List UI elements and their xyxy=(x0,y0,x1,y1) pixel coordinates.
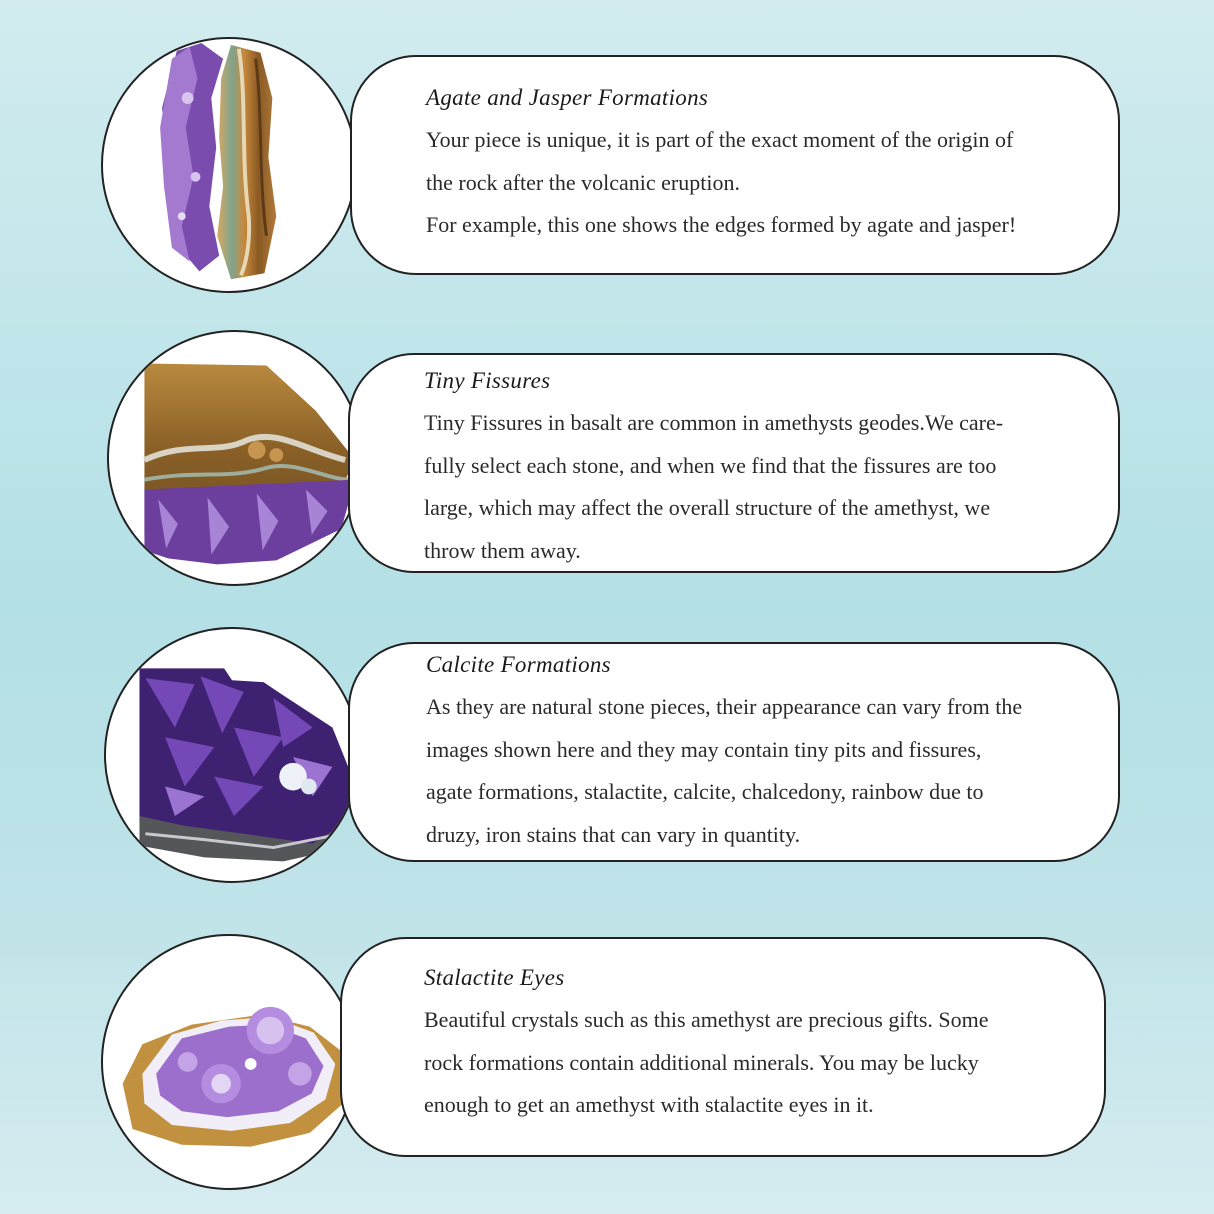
section-1-line-1: Your piece is unique, it is part of the exact moment of the origin of xyxy=(426,127,1014,152)
section-4-description xyxy=(424,999,989,1127)
section-2-title: Tiny Fissures xyxy=(424,368,551,393)
section-1-line-3: For example, this one shows the edges formed by agate and jasper! xyxy=(426,212,1017,237)
section-2-line-4: throw them away. xyxy=(424,537,581,563)
section-1-card xyxy=(350,55,1120,275)
section-4-line-1: Beautiful crystals such as this amethyst are precious gifts. Some xyxy=(424,1007,989,1032)
section-3-title: Calcite Formations xyxy=(426,652,611,677)
section-2-description xyxy=(424,402,1003,572)
section-4-card xyxy=(340,937,1106,1157)
agate-jasper-amethyst-image xyxy=(103,39,355,291)
section-3-line-2: images shown here and they may contain tiny pits and fissures, xyxy=(426,736,982,762)
stalactite-eye-amethyst-image xyxy=(103,936,355,1188)
section-4-line-3: enough to get an amethyst with stalactite eyes in it. xyxy=(424,1092,874,1117)
basalt-fissure-amethyst-image xyxy=(109,332,361,584)
section-2-line-2: fully select each stone, and when we find that the fissures are too xyxy=(424,452,997,478)
section-3-card xyxy=(348,642,1120,862)
section-2-card xyxy=(348,353,1120,573)
section-2-image-circle xyxy=(107,330,363,586)
section-1-title: Agate and Jasper Formations xyxy=(426,85,709,110)
section-3-image-circle xyxy=(104,627,360,883)
section-4-title: Stalactite Eyes xyxy=(424,965,565,990)
section-4-line-2: rock formations contain additional minerals. You may be lucky xyxy=(424,1049,979,1075)
section-2-line-1: Tiny Fissures in basalt are common in amethysts geodes.We care- xyxy=(424,410,1004,435)
section-1-line-2: the rock after the volcanic eruption. xyxy=(426,169,740,195)
section-3-description xyxy=(426,686,1022,856)
section-4-image-circle xyxy=(101,934,357,1190)
section-1-description xyxy=(426,119,1016,247)
section-2-line-3: large, which may affect the overall structure of the amethyst, we xyxy=(424,495,991,520)
section-3-line-1: As they are natural stone pieces, their appearance can vary from the xyxy=(426,694,1023,719)
section-3-line-3: agate formations, stalactite, calcite, chalcedony, rainbow due to xyxy=(426,779,984,804)
section-1-image-circle xyxy=(101,37,357,293)
calcite-amethyst-cluster-image xyxy=(106,629,358,881)
section-3-line-4: druzy, iron stains that can vary in quantity. xyxy=(426,821,801,847)
